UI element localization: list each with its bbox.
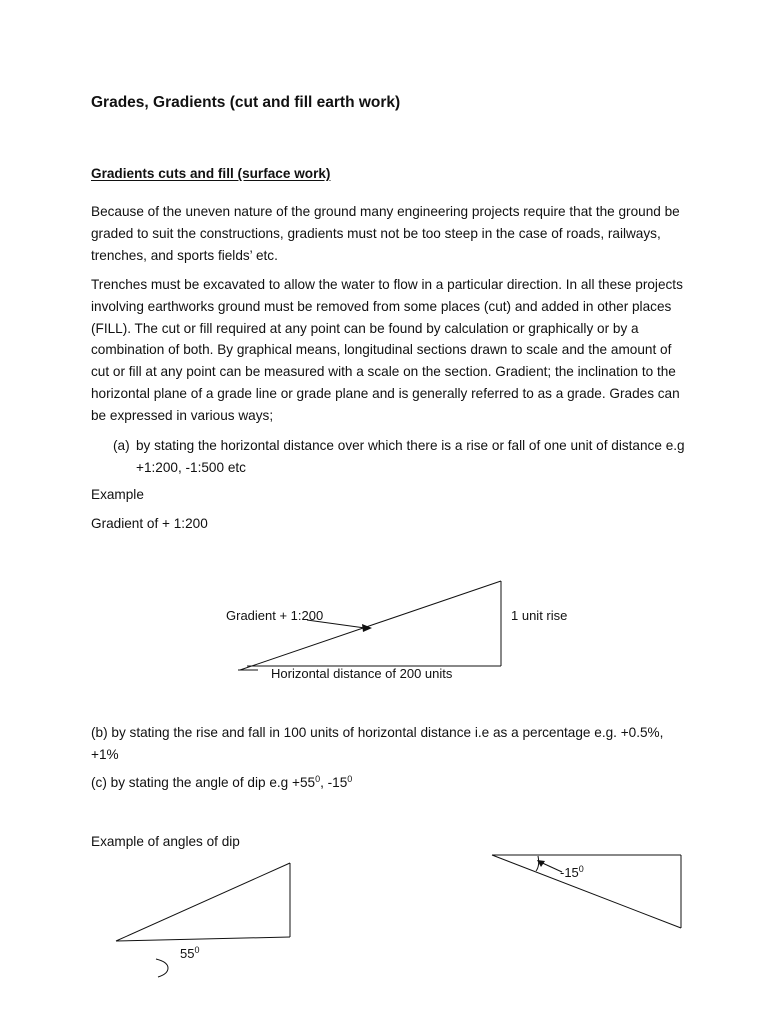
section-heading: Gradients cuts and fill (surface work) [91, 166, 331, 181]
gradient-example-label: Gradient of + 1:200 [91, 516, 208, 531]
degree-superscript: 0 [347, 774, 353, 784]
list-item-b: (b) by stating the rise and fall in 100 units of horizontal distance i.e as a percentage e.g. +0.5%, +1% [91, 725, 664, 762]
degree-superscript: 0 [578, 864, 584, 874]
example-label: Example [91, 487, 144, 502]
list-item-c-text: (c) by stating the angle of dip e.g +55 [91, 775, 316, 790]
angle-minus15-label [560, 864, 584, 880]
paragraph-intro: Because of the uneven nature of the ground many engineering projects require that the ground be graded to suit the constructions, gradients must not be too steep in the case of roads, railways, trenches, and sports fields’ etc. [91, 204, 680, 263]
gradient-label: Gradient + 1:200 [226, 608, 324, 623]
paragraph-trenches: Trenches must be excavated to allow the water to flow in a particular direction. In all these projects involving earthworks ground must be removed from some places (cut) and added in other places (FILL). The cut or fill required at any point can be found by calculation or graphically or by a combination of both. By graphical means, longitudinal sections drawn to scale and the amount of cut or fill at any point can be measured with a scale on the section. Gradient; the inclination to the horizontal plane of a grade line or grade plane and is generally referred to as a grade. Grades can be expressed in various ways; [91, 277, 683, 423]
degree-superscript: 0 [315, 774, 321, 784]
angles-example-label: Example of angles of dip [91, 834, 240, 849]
rise-label: 1 unit rise [511, 608, 568, 623]
list-item-a-text: by stating the horizontal distance over which there is a rise or fall of one unit of distance e.g +1:200, -1:500 etc [136, 438, 685, 475]
degree-superscript: 0 [194, 945, 200, 955]
angle-minus15-value: -15 [560, 865, 579, 880]
angle-minus15-triangle [492, 855, 681, 928]
angle-55-value: 55 [180, 946, 195, 961]
document-title: Grades, Gradients (cut and fill earth work) [91, 94, 401, 111]
angle-arc [536, 856, 539, 871]
triangle-hypotenuse [492, 855, 681, 928]
list-item-c-text-2: , -15 [320, 775, 348, 790]
horizontal-distance-label: Horizontal distance of 200 units [271, 666, 453, 681]
list-marker-a: (a) [113, 438, 130, 453]
